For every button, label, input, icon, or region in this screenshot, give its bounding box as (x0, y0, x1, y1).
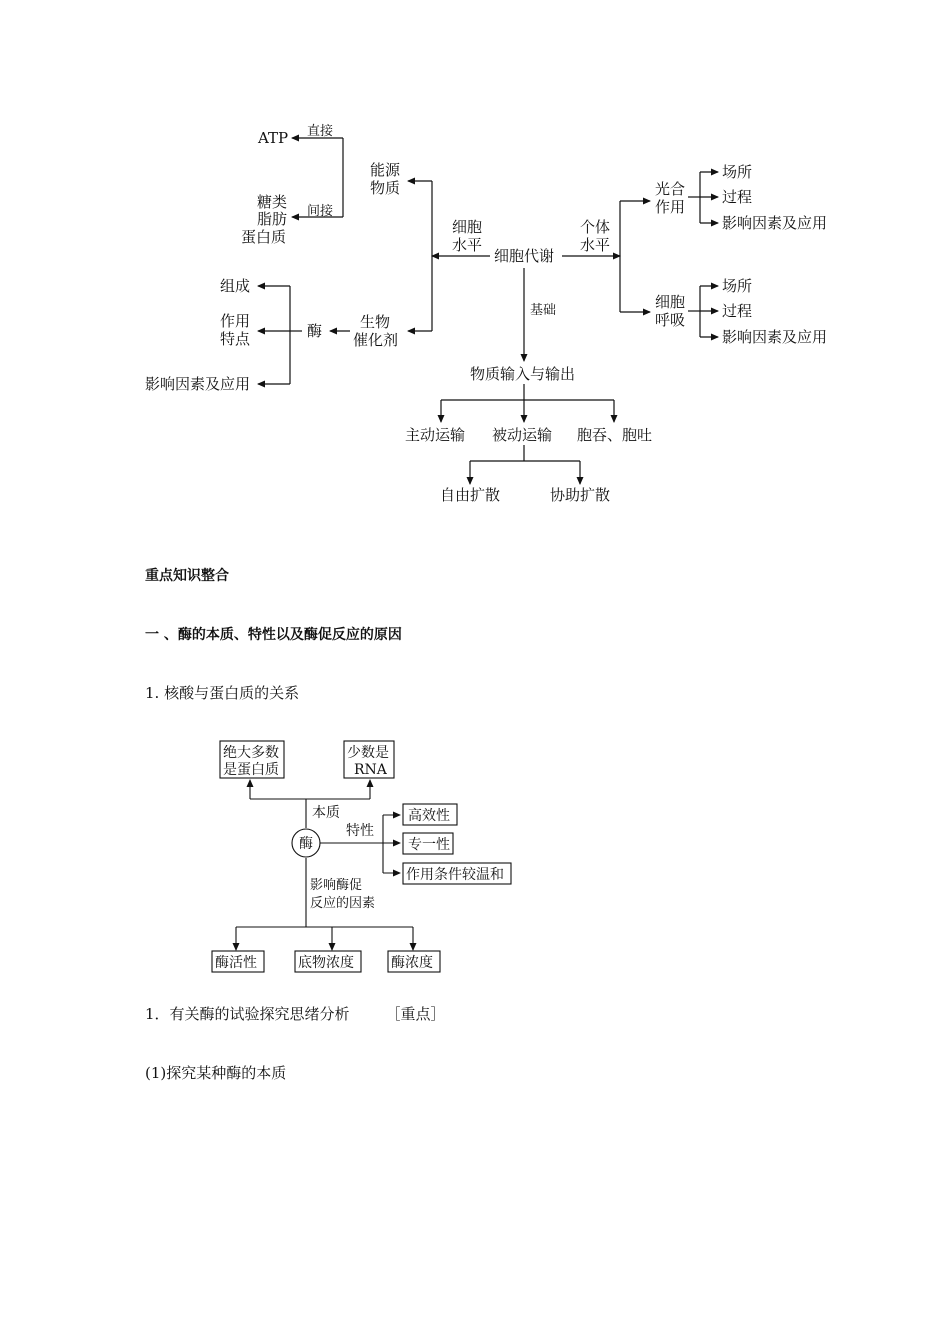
label-indirect: 间接 (307, 204, 334, 219)
label-bio-2: 催化剂 (353, 331, 399, 349)
label-few-2: RNA (354, 762, 387, 778)
label-function-1: 作用 (220, 312, 251, 330)
label-facilitated: 协助扩散 (550, 486, 611, 504)
label-sugar-3: 蛋白质 (241, 228, 287, 246)
label-essence: 本质 (312, 805, 340, 821)
label-photo-2: 作用 (655, 198, 686, 216)
label-active: 主动运输 (405, 426, 466, 444)
label-photo-1: 光合 (655, 180, 686, 198)
label-specific: 专一性 (408, 837, 450, 853)
label-enzyme: 酶 (307, 322, 323, 340)
label-metabolism: 细胞代谢 (494, 247, 555, 265)
label-high: 高效性 (408, 808, 450, 824)
list-item-experiment (145, 1003, 446, 1024)
label-factor-2: 反应的因素 (310, 896, 376, 911)
label-photo-process: 过程 (722, 188, 753, 206)
label-resp-factors: 影响因素及应用 (722, 328, 828, 346)
label-composition: 组成 (220, 277, 251, 295)
label-direct: 直接 (307, 124, 334, 139)
label-factors: 影响因素及应用 (145, 375, 251, 393)
label-basis: 基础 (530, 303, 557, 318)
label-resp-1: 细胞 (655, 293, 686, 311)
label-most-2: 是蛋白质 (223, 762, 279, 778)
label-energy-2: 物质 (370, 179, 401, 197)
label-free: 自由扩散 (440, 486, 501, 504)
label-energy-1: 能源 (370, 161, 401, 179)
label-passive: 被动运输 (492, 426, 553, 444)
list-item-explore-essence: (1)探究某种酶的本质 (145, 1064, 287, 1082)
label-function-2: 特点 (220, 330, 251, 348)
label-resp-place: 场所 (722, 277, 753, 295)
label-resp-2: 呼吸 (655, 311, 686, 329)
label-individual-1: 个体 (580, 218, 611, 236)
label-most-1: 绝大多数 (223, 745, 279, 761)
label-transport: 物质输入与输出 (470, 365, 576, 383)
label-sugar-1: 糖类 (257, 193, 288, 211)
label-enzyme-center: 酶 (299, 836, 313, 852)
label-bio-1: 生物 (360, 313, 391, 331)
label-concentration: 酶浓度 (391, 955, 433, 971)
label-substrate: 底物浓度 (298, 955, 354, 971)
label-property: 特性 (346, 823, 374, 839)
label-photo-factors: 影响因素及应用 (722, 214, 828, 232)
label-mild: 作用条件较温和 (406, 867, 504, 883)
label-cell-level-2: 水平 (452, 236, 483, 254)
key-point-tag: ［重点］ (385, 1005, 446, 1023)
experiment-title: 1．有关酶的试验探究思绪分析 (145, 1005, 350, 1023)
heading-key-knowledge: 重点知识整合 (145, 568, 229, 584)
label-endo: 胞吞、胞吐 (577, 426, 653, 444)
label-factor-1: 影响酶促 (310, 878, 363, 893)
label-individual-2: 水平 (580, 236, 611, 254)
list-item-nucleic-protein: 1. 核酸与蛋白质的关系 (145, 684, 300, 702)
heading-section-one: 一 、酶的本质、特性以及酶促反应的原因 (145, 627, 402, 643)
label-photo-place: 场所 (722, 163, 753, 181)
label-resp-process: 过程 (722, 302, 753, 320)
label-atp: ATP (258, 129, 289, 147)
metabolism-labels (145, 123, 827, 504)
label-cell-level-1: 细胞 (452, 218, 483, 236)
label-few-1: 少数是 (347, 745, 389, 761)
label-activity: 酶活性 (215, 955, 257, 971)
label-sugar-2: 脂肪 (257, 210, 288, 228)
